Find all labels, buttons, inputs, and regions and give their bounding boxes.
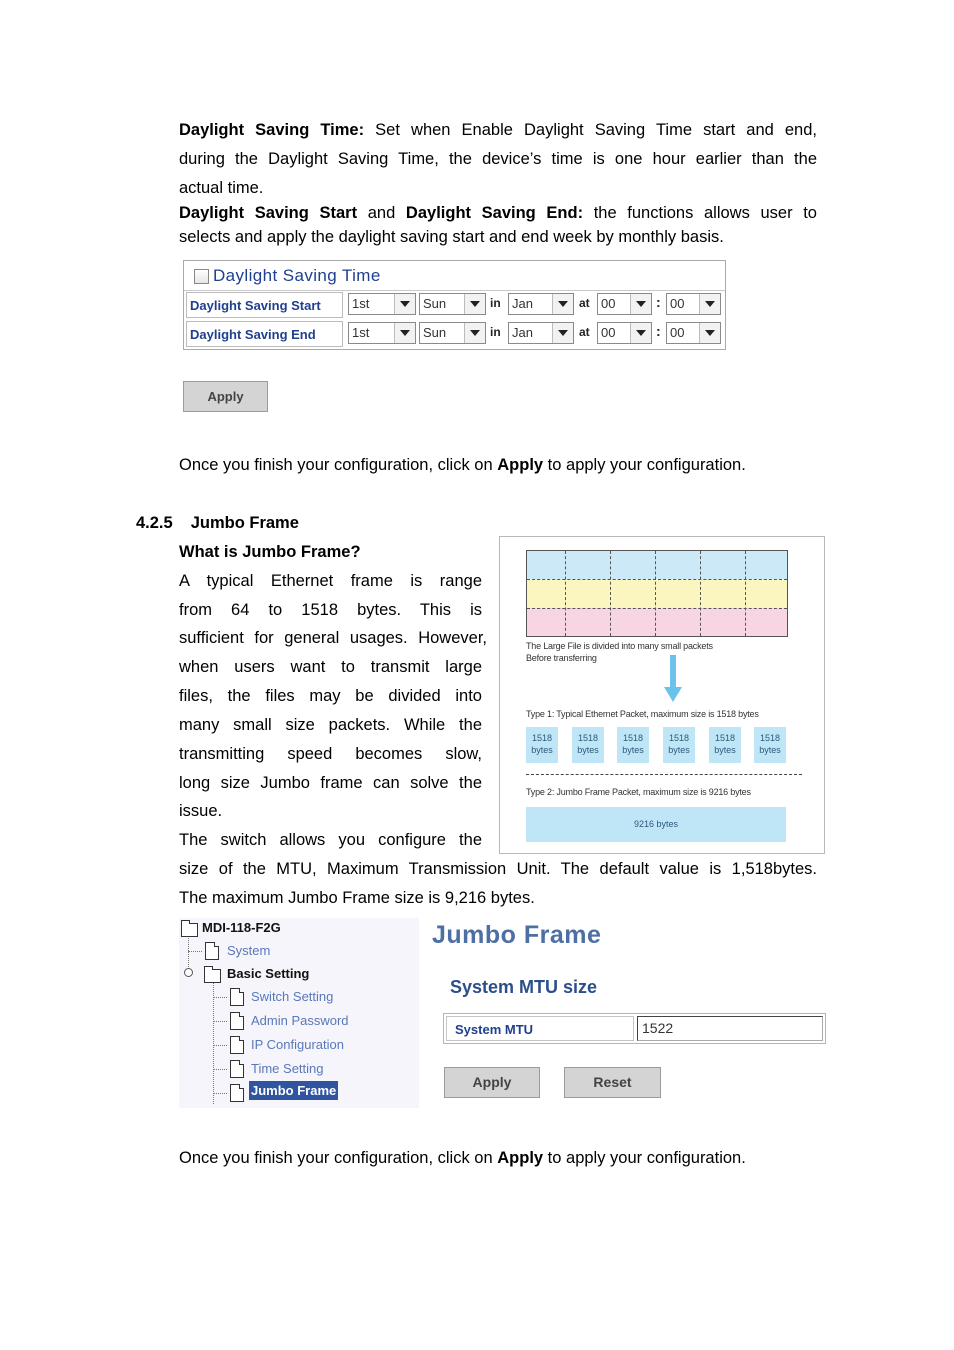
dst-description-line1: Daylight Saving Time: Set when Enable Daylight Saving Time start and end, [179,121,817,139]
jumbo-text-line: A typical Ethernet frame is range [179,572,482,590]
dst-apply-button[interactable]: Apply [183,381,268,412]
chevron-down-icon [699,294,720,314]
dst-end-month-select[interactable]: Jan [508,322,574,344]
dst-end-hour-select[interactable]: 00 [597,322,652,344]
system-mtu-row [443,1013,826,1044]
dst-end-day-select[interactable]: Sun [419,322,486,344]
tree-root[interactable]: MDI-118-F2G [202,920,281,935]
small-packet: 1518 bytes [526,727,558,763]
jumbo-text-line: transmitting speed becomes slow, [179,745,482,763]
diagram-caption: The Large File is divided into many small packets [526,641,713,651]
document-icon [230,988,244,1006]
tree-item-time-setting[interactable]: Time Setting [251,1061,324,1076]
chevron-down-icon [464,294,485,314]
dst-start-label: Daylight Saving Start [186,292,343,318]
dst-end-minute-select[interactable]: 00 [666,322,721,344]
dst-start-week-select[interactable]: 1st [348,293,416,315]
small-packet: 1518 bytes [754,727,786,763]
folder-open-icon [204,969,221,983]
jumbo-reset-button[interactable]: Reset [564,1067,661,1098]
jumbo-frame-title: Jumbo Frame [432,921,602,949]
dst-end-week-select[interactable]: 1st [348,322,416,344]
chevron-down-icon [699,323,720,343]
tree-item-admin-password[interactable]: Admin Password [251,1013,349,1028]
chevron-down-icon [394,323,415,343]
dst-start-end-line2: selects and apply the daylight saving start and end week by monthly basis. [179,228,724,246]
folder-icon [181,923,198,937]
jumbo-text-line: from 64 to 1518 bytes. This is [179,601,482,619]
tree-item-switch-setting[interactable]: Switch Setting [251,989,334,1004]
chevron-down-icon [394,294,415,314]
small-packet: 1518 bytes [572,727,604,763]
system-mtu-label: System MTU [446,1016,634,1041]
small-packet: 1518 bytes [617,727,649,763]
chevron-down-icon [630,294,651,314]
finish-instruction-1: Once you finish your configuration, click on Apply to apply your configuration. [179,456,746,474]
divider [526,774,802,775]
type1-caption: Type 1: Typical Ethernet Packet, maximum size is 1518 bytes [526,709,759,719]
band-pink [527,608,787,636]
document-icon [205,942,219,960]
jumbo-text-line: many small size packets. While the [179,716,482,734]
chevron-down-icon [552,323,573,343]
chevron-down-icon [552,294,573,314]
dst-start-row [184,291,725,319]
jumbo-question-heading: What is Jumbo Frame? [179,543,361,561]
tree-item-system[interactable]: System [227,943,271,958]
dst-end-label: Daylight Saving End [186,321,343,347]
diagram-caption: Before transferring [526,653,597,663]
jumbo-text-line: sufficient for general usages. However, [179,629,487,647]
document-icon [230,1084,244,1102]
jumbo-text-line: when users want to transmit large [179,658,482,676]
document-icon [230,1036,244,1054]
in-label: in [490,296,501,310]
jumbo-packet: 9216 bytes [526,807,786,842]
section-heading: 4.2.5 Jumbo Frame [136,514,299,532]
tree-item-ip-configuration[interactable]: IP Configuration [251,1037,344,1052]
daylight-saving-title: Daylight Saving Time [213,266,381,285]
jumbo-text-full-line: The maximum Jumbo Frame size is 9,216 bytes. [179,889,535,907]
small-packet: 1518 bytes [663,727,695,763]
dst-description-line3: actual time. [179,179,264,197]
jumbo-apply-button[interactable]: Apply [444,1067,540,1098]
at-label: at [579,325,590,339]
jumbo-text-line: issue. [179,802,223,820]
dst-start-end-line1: Daylight Saving Start and Daylight Saving End: the functions allows user to [179,204,817,222]
dst-start-minute-select[interactable]: 00 [666,293,721,315]
daylight-saving-header [184,261,725,291]
tree-item-basic-setting[interactable]: Basic Setting [227,966,310,981]
dst-end-row [184,320,725,348]
navigation-tree [179,918,419,1108]
dst-start-day-select[interactable]: Sun [419,293,486,315]
jumbo-text-full-line: size of the MTU, Maximum Transmission Unit. The default value is 1,518bytes. [179,860,817,878]
dst-term: Daylight Saving Time: [179,121,365,139]
daylight-saving-panel [183,260,726,350]
at-label: at [579,296,590,310]
jumbo-text-line: long size Jumbo frame can solve the [179,774,482,792]
system-mtu-size-heading: System MTU size [450,977,598,997]
tree-item-jumbo-frame[interactable]: Jumbo Frame [251,1083,337,1098]
colon-label: : [656,323,661,339]
colon-label: : [656,294,661,310]
chevron-down-icon [464,323,485,343]
document-icon [230,1060,244,1078]
band-blue [527,551,787,579]
finish-instruction-2: Once you finish your configuration, click on Apply to apply your configuration. [179,1149,746,1167]
dst-description-line2: during the Daylight Saving Time, the device’s time is one hour earlier than the [179,150,817,168]
jumbo-text-line: files, the files may be divided into [179,687,482,705]
document-icon [230,1012,244,1030]
jumbo-text-line: The switch allows you configure the [179,831,482,849]
type2-caption: Type 2: Jumbo Frame Packet, maximum size is 9216 bytes [526,787,751,797]
chevron-down-icon [630,323,651,343]
dst-start-hour-select[interactable]: 00 [597,293,652,315]
band-yellow [527,579,787,608]
expand-toggle-icon[interactable] [184,968,193,977]
jumbo-frame-diagram [499,536,825,854]
dst-start-month-select[interactable]: Jan [508,293,574,315]
daylight-saving-checkbox[interactable] [194,269,209,284]
system-mtu-input[interactable]: 1522 [637,1016,823,1041]
arrow-down-icon [663,655,683,703]
small-packet: 1518 bytes [709,727,741,763]
in-label: in [490,325,501,339]
large-file-grid [526,550,788,637]
